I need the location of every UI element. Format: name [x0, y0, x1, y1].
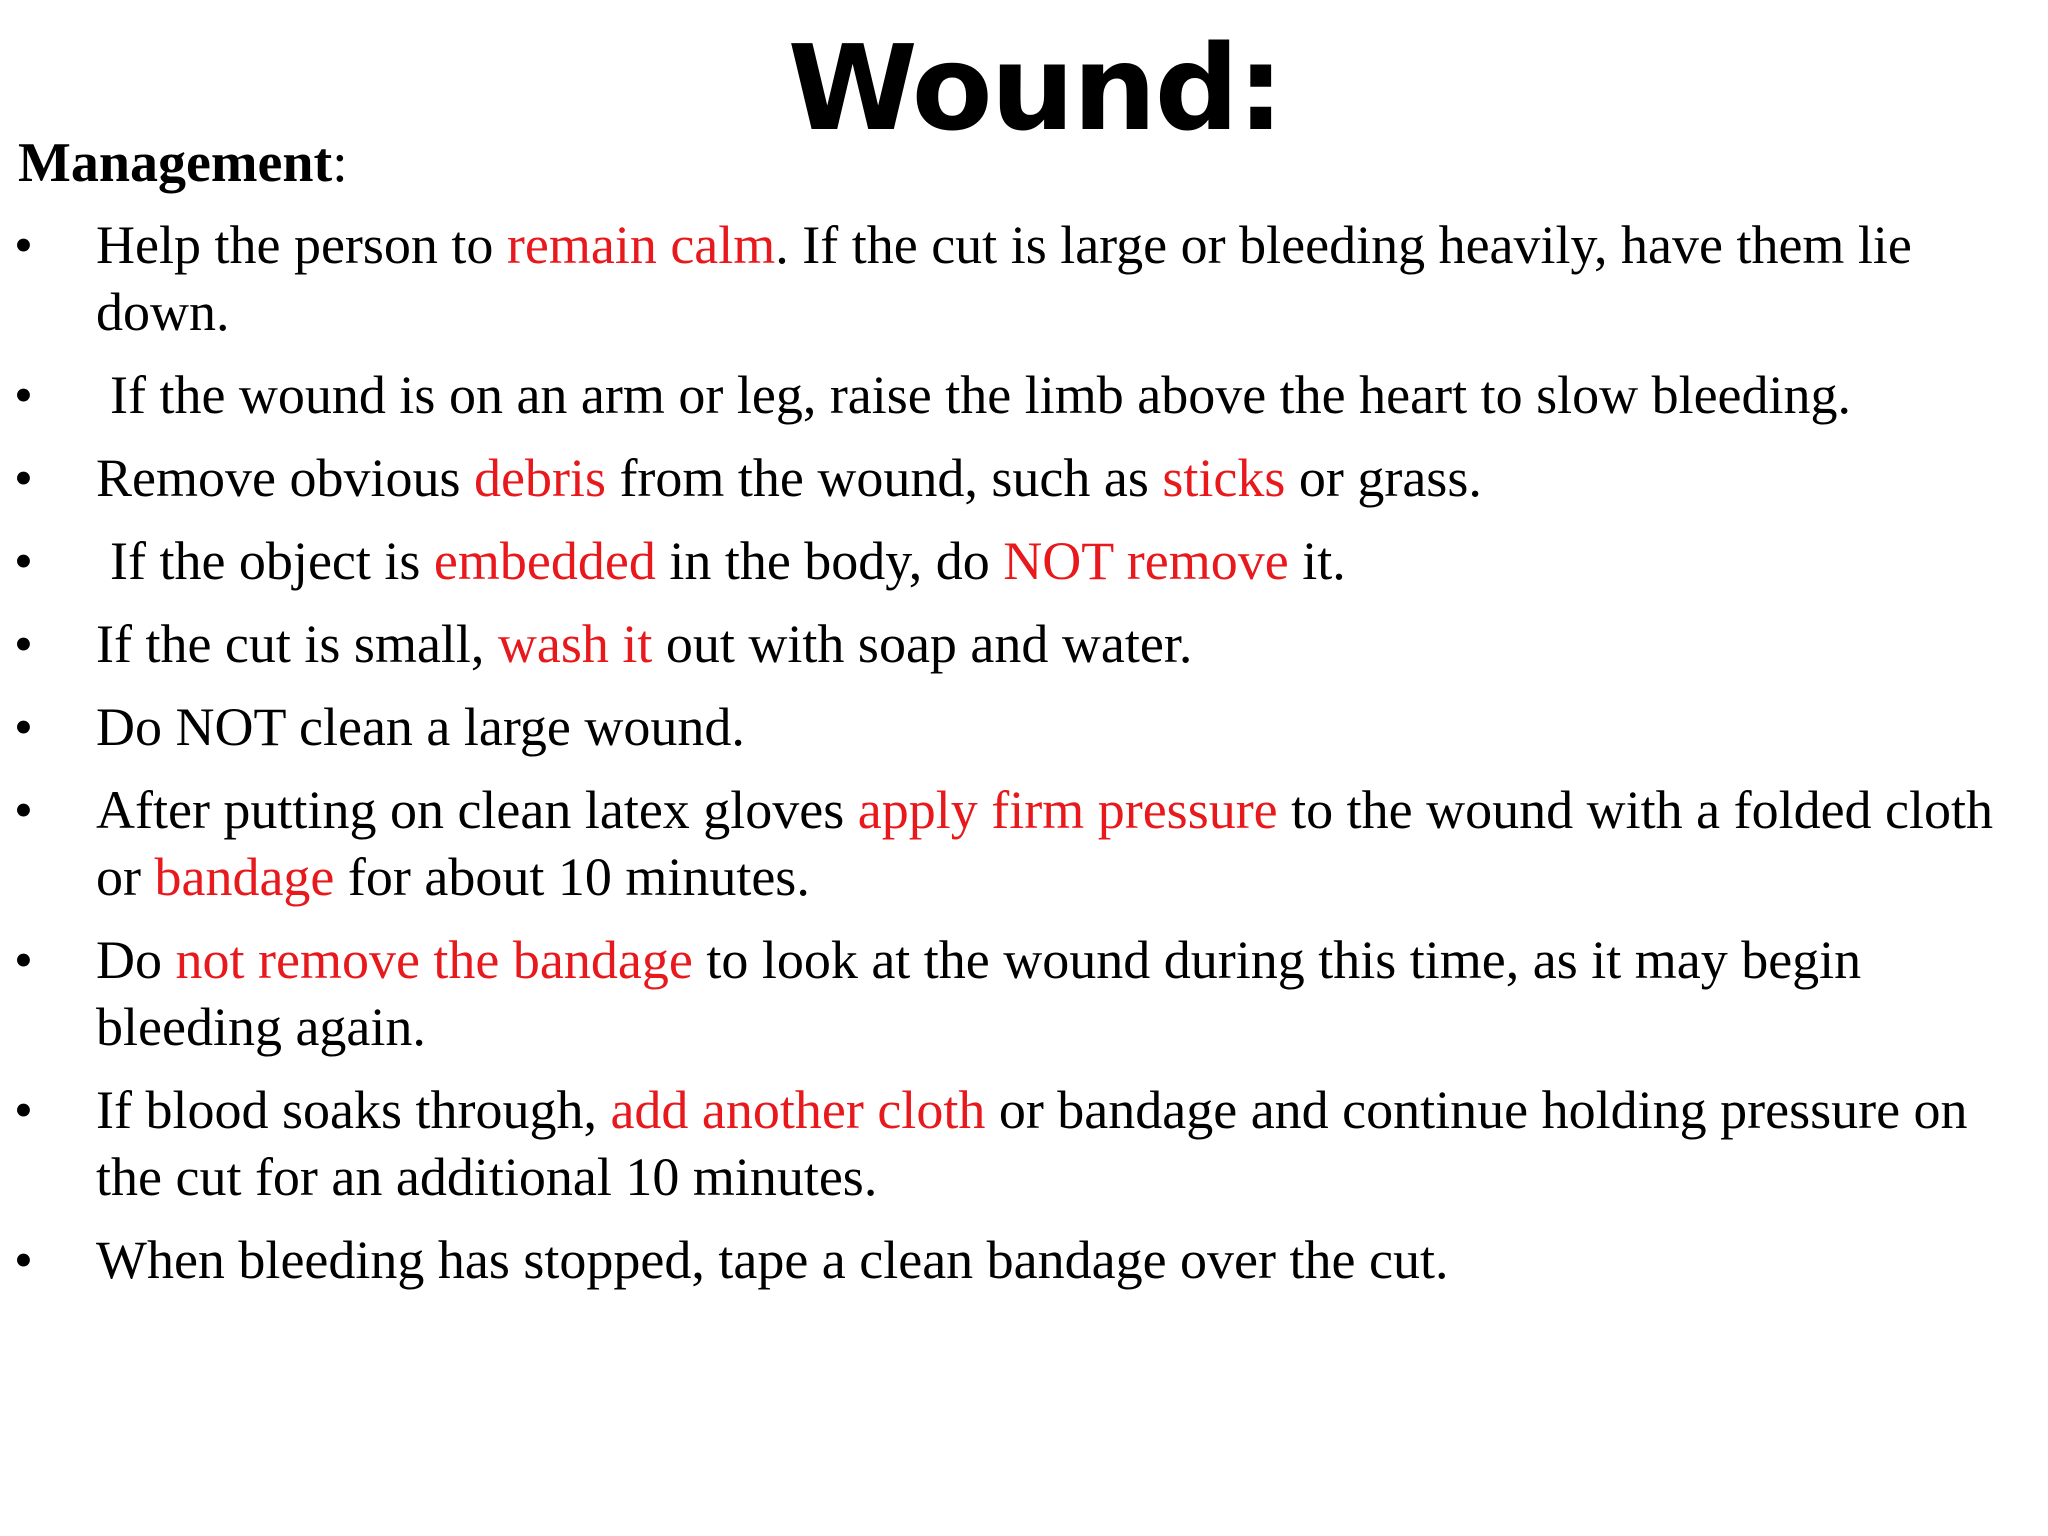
bullet-text	[96, 614, 1192, 674]
highlighted-phrase: NOT remove	[1003, 531, 1289, 591]
bullet-dot: •	[14, 448, 33, 508]
text-segment: . If the cut is large or bleeding heavily, have them lie down.	[96, 215, 1912, 342]
section-heading-label: Management	[18, 132, 333, 194]
slide-title: Wound:	[787, 19, 1283, 157]
bullet-text	[96, 697, 745, 757]
bullet-dot: •	[14, 531, 33, 591]
highlighted-phrase: embedded	[433, 531, 656, 591]
text-segment: or bandage and continue holding pressure on the cut for an additional 10 minutes.	[96, 1080, 1968, 1207]
text-segment: from the wound, such as	[605, 448, 1163, 508]
bullet-text	[96, 1230, 1448, 1290]
text-segment: Do	[96, 930, 176, 990]
bullet-dot: •	[14, 780, 33, 840]
text-segment: Help the person to	[96, 215, 507, 275]
bullet-item	[0, 212, 2040, 346]
highlighted-phrase: debris	[473, 448, 606, 508]
text-segment: When bleeding has stopped, tape a clean bandage over the cut.	[96, 1230, 1449, 1290]
bullet-item	[0, 927, 2040, 1061]
bullet-item	[0, 1077, 2040, 1211]
highlighted-phrase: remain calm	[506, 215, 776, 275]
bullet-item	[0, 445, 2040, 512]
text-segment: or grass.	[1285, 448, 1482, 508]
bullet-list	[0, 212, 2040, 1310]
text-segment: If the object is	[110, 531, 434, 591]
bullet-text	[96, 930, 1861, 1057]
highlighted-phrase: sticks	[1162, 448, 1286, 508]
bullet-text	[96, 448, 1482, 508]
bullet-dot: •	[14, 1080, 33, 1140]
bullet-dot: •	[14, 930, 33, 990]
text-segment: to look at the wound during this time, as it may begin bleeding again.	[96, 930, 1862, 1057]
bullet-dot: •	[14, 215, 33, 275]
highlighted-phrase: wash it	[497, 614, 653, 674]
bullet-item	[0, 694, 2040, 761]
section-heading-colon: :	[332, 132, 348, 194]
bullet-dot: •	[14, 697, 33, 757]
highlighted-phrase: apply firm pressure	[857, 780, 1278, 840]
highlighted-phrase: bandage	[154, 847, 335, 907]
text-segment: in the body, do	[655, 531, 1004, 591]
text-segment: to the wound with a folded cloth or	[96, 780, 1994, 907]
bullet-item	[0, 1227, 2040, 1294]
text-segment: Do NOT clean a large wound.	[96, 697, 745, 757]
bullet-item	[0, 362, 2040, 429]
bullet-item	[0, 777, 2040, 911]
text-segment: for about 10 minutes.	[334, 847, 810, 907]
bullet-dot: •	[14, 614, 33, 674]
bullet-item	[0, 611, 2040, 678]
text-segment: If blood soaks through,	[96, 1080, 611, 1140]
text-segment: If the cut is small,	[96, 614, 498, 674]
text-segment: out with soap and water.	[652, 614, 1193, 674]
section-heading	[18, 128, 348, 198]
highlighted-phrase: add another cloth	[610, 1080, 986, 1140]
bullet-text	[96, 1080, 1968, 1207]
text-segment: After putting on clean latex gloves	[96, 780, 858, 840]
bullet-text	[96, 215, 1912, 342]
bullet-text	[96, 531, 1346, 591]
text-segment: Remove obvious	[96, 448, 474, 508]
bullet-dot: •	[14, 1230, 33, 1290]
text-segment: If the wound is on an arm or leg, raise the limb above the heart to slow bleeding.	[110, 365, 1852, 425]
bullet-text	[96, 365, 1851, 425]
text-segment: it.	[1288, 531, 1346, 591]
bullet-text	[96, 780, 1993, 907]
bullet-item	[0, 528, 2040, 595]
bullet-dot: •	[14, 365, 33, 425]
highlighted-phrase: not remove the bandage	[175, 930, 693, 990]
